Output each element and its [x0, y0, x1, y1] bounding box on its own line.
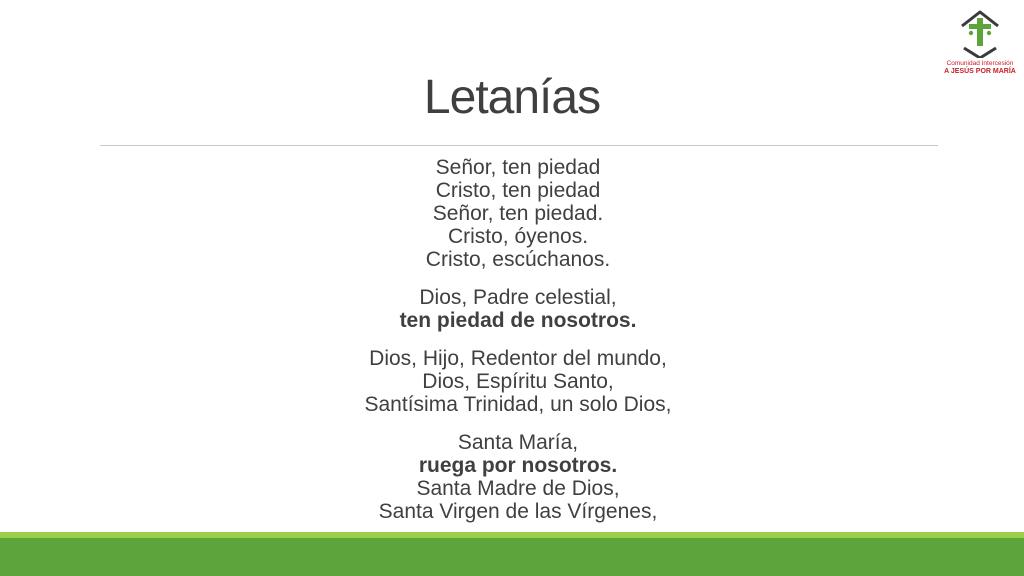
litany-line: Señor, ten piedad — [435, 156, 601, 179]
logo-community-name: Comunidad Intercesión — [946, 60, 1014, 67]
litany-text — [200, 156, 836, 523]
litany-line: Dios, Espíritu Santo, — [422, 370, 614, 393]
litany-line: Santa Madre de Dios, — [416, 477, 620, 500]
litany-line: Santísima Trinidad, un solo Dios, — [364, 393, 672, 416]
footer-bar — [0, 538, 1024, 576]
slide-title: Letanías — [423, 71, 601, 124]
litany-line: Santa María, — [457, 431, 579, 454]
litany-line: Cristo, óyenos. — [447, 225, 589, 248]
litany-response: ten piedad de nosotros. — [399, 309, 637, 332]
title-divider — [100, 145, 938, 146]
litany-line: Cristo, ten piedad — [435, 179, 601, 202]
logo-tagline: A JESÚS POR MARÍA — [944, 68, 1016, 75]
litany-response: ruega por nosotros. — [418, 454, 618, 477]
litany-line: Cristo, escúchanos. — [425, 248, 611, 271]
litany-line: Dios, Padre celestial, — [419, 286, 617, 309]
litany-line: Señor, ten piedad. — [432, 202, 604, 225]
house-cross-icon — [958, 8, 1002, 58]
litany-line: Santa Virgen de las Vírgenes, — [378, 500, 658, 523]
litany-line: Dios, Hijo, Redentor del mundo, — [369, 347, 667, 370]
